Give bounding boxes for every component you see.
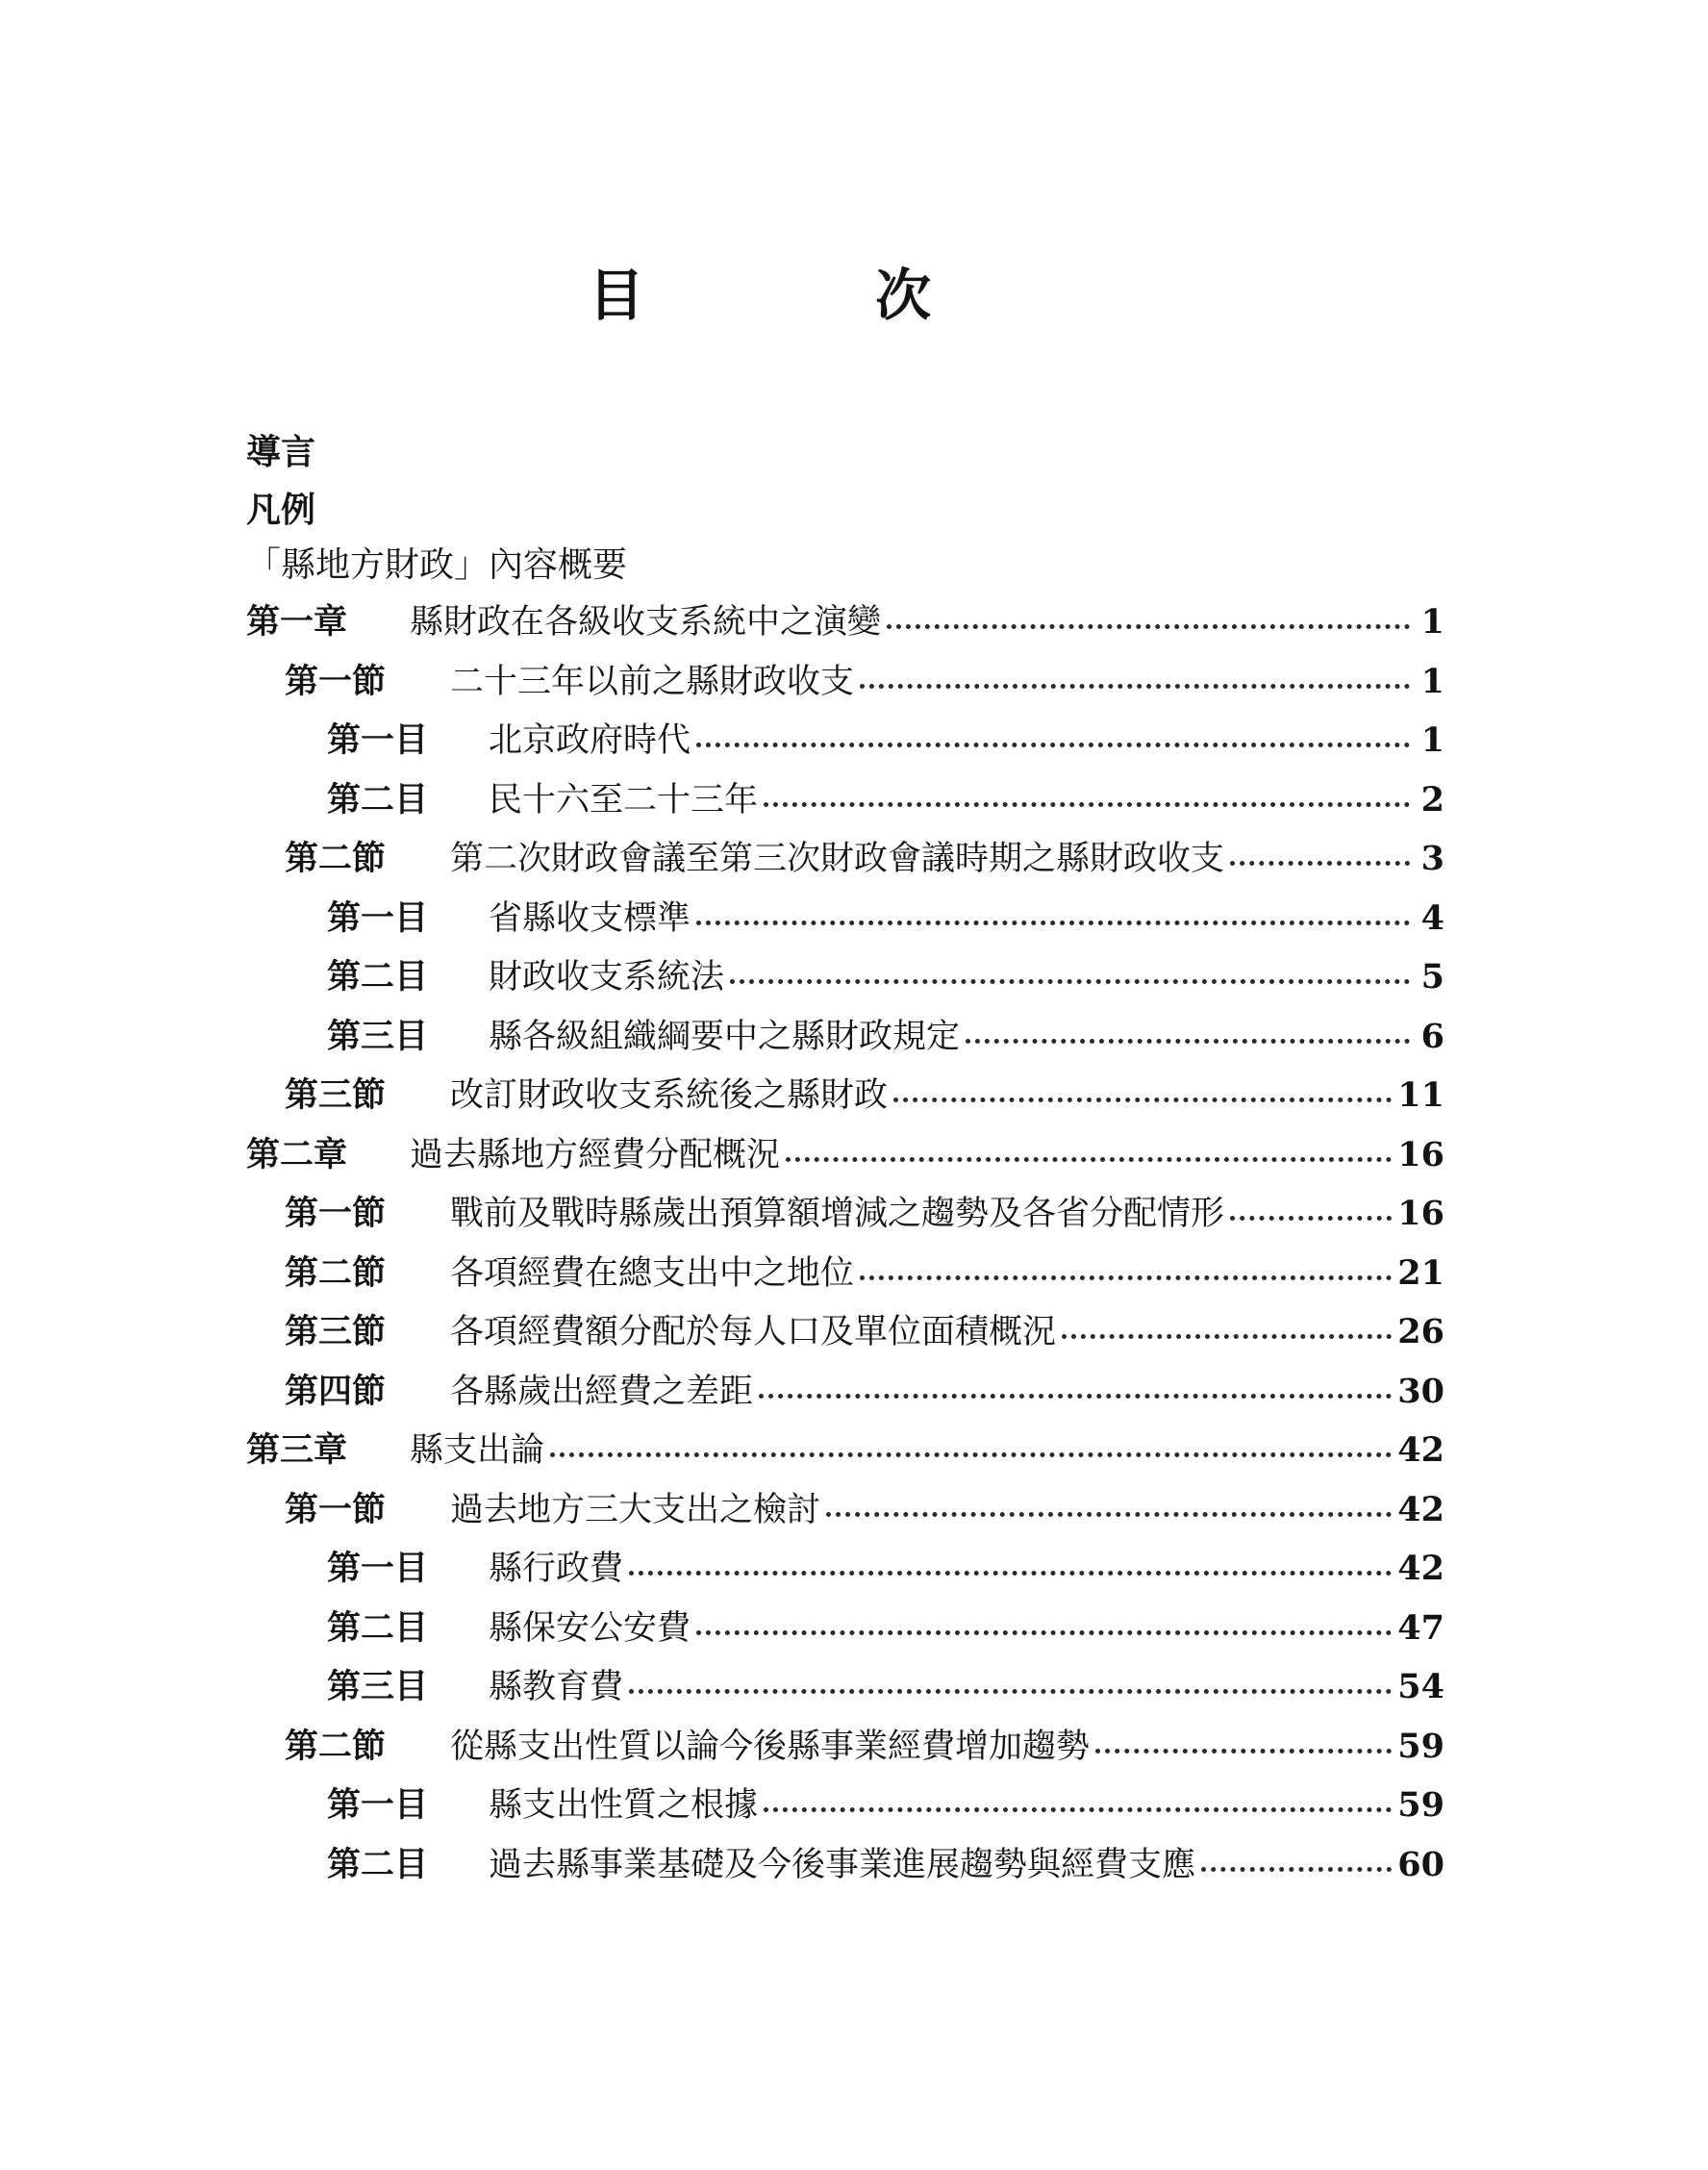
toc-entry-label: 第一目 [327, 1549, 429, 1588]
toc-entry-title: 從縣支出性質以論今後縣事業經費增加趨勢 [450, 1728, 1091, 1766]
toc-entry-title: 縣保安公安費 [489, 1609, 691, 1648]
toc-dot-leader [730, 979, 1410, 984]
toc-entry [246, 598, 1444, 646]
toc-entry-page-number: 59 [1397, 1785, 1444, 1825]
toc-entry [246, 1426, 1444, 1475]
toc-dot-leader [1201, 1867, 1392, 1872]
toc-entry-page-number: 3 [1420, 839, 1444, 878]
toc-entry-label: 第一節 [285, 662, 387, 701]
toc-entry-title: 縣財政在各級收支系統中之演變 [410, 603, 882, 642]
toc-entry [285, 1190, 1444, 1238]
toc-entry [327, 717, 1444, 765]
toc-entry-label: 第一目 [327, 898, 429, 938]
toc-dot-leader [1062, 1334, 1392, 1339]
toc-entry-page-number: 5 [1420, 957, 1444, 997]
toc-entry-page-number: 30 [1397, 1372, 1444, 1411]
toc-entry-title: 各縣歲出經費之差距 [450, 1373, 754, 1411]
toc-dot-leader [860, 1275, 1392, 1280]
toc-entry-page-number: 59 [1397, 1727, 1444, 1766]
toc-entry-title: 戰前及戰時縣歲出預算額增減之趨勢及各省分配情形 [450, 1195, 1225, 1233]
toc-entry-title: 過去縣事業基礎及今後事業進展趨勢與經費支應 [489, 1846, 1196, 1884]
toc-entry-label: 第一節 [285, 1194, 387, 1233]
toc-entry-label: 第二章 [246, 1135, 348, 1174]
toc-dot-leader [1095, 1749, 1392, 1754]
toc-entry-page-number: 60 [1397, 1845, 1444, 1884]
toc-entry-label: 第四節 [285, 1372, 387, 1411]
toc-entry-label: 第三節 [285, 1075, 387, 1115]
toc-entry-page-number: 6 [1420, 1017, 1444, 1056]
toc-entry-label: 第二節 [285, 1253, 387, 1293]
toc-entry [285, 1072, 1444, 1120]
toc-entry-title: 省縣收支標準 [489, 899, 691, 938]
toc-entry-title: 二十三年以前之縣財政收支 [450, 663, 855, 701]
toc-entry-page-number: 1 [1420, 720, 1444, 760]
toc-entry-label: 第三目 [327, 1667, 429, 1706]
toc-dot-leader [860, 684, 1410, 689]
toc-entry-page-number: 1 [1420, 602, 1444, 642]
toc-entry [246, 1131, 1444, 1179]
toc-entry [327, 776, 1444, 824]
toc-dot-leader [629, 1689, 1392, 1694]
toc-dot-leader [826, 1512, 1392, 1517]
toc-dot-leader [966, 1039, 1410, 1044]
toc-entry-page-number: 21 [1397, 1253, 1444, 1293]
toc-entry [327, 1663, 1444, 1711]
toc-entry-title: 改訂財政收支系統後之縣財政 [450, 1076, 889, 1115]
toc-entry-label: 第三章 [246, 1430, 348, 1470]
toc-entry-page-number: 47 [1397, 1608, 1444, 1648]
toc-dot-leader [887, 624, 1410, 629]
toc-entry [327, 1781, 1444, 1829]
toc-entry-label: 第一節 [285, 1490, 387, 1529]
toc-entry-page-number: 42 [1397, 1549, 1444, 1588]
toc-entry-label: 第二節 [285, 839, 387, 878]
toc-entry-label: 第二節 [285, 1727, 387, 1766]
toc-entry-title: 各項經費在總支出中之地位 [450, 1254, 855, 1293]
toc-entry-page-number: 26 [1397, 1312, 1444, 1351]
toc-entry-label: 第一目 [327, 720, 429, 760]
toc-entry-label: 第一章 [246, 602, 348, 642]
toc-entry-page-number: 2 [1420, 780, 1444, 820]
toc-entry [327, 1604, 1444, 1653]
toc-entry-label: 第二目 [327, 1608, 429, 1648]
toc-dot-leader [550, 1452, 1392, 1457]
toc-entry-page-number: 42 [1397, 1490, 1444, 1529]
toc-entry [285, 1486, 1444, 1534]
toc-dot-leader [893, 1098, 1392, 1102]
toc-entry [327, 1013, 1444, 1061]
toc-entry-title: 縣支出論 [410, 1431, 545, 1470]
toc-entry-page-number: 42 [1397, 1430, 1444, 1470]
toc-entry [285, 1368, 1444, 1416]
toc-entry [327, 953, 1444, 1001]
toc-entry-title: 第二次財政會議至第三次財政會議時期之縣財政收支 [450, 840, 1225, 878]
toc-entry-label: 第二目 [327, 780, 429, 820]
toc-entry-label: 第一目 [327, 1785, 429, 1825]
toc-entry [327, 1841, 1444, 1889]
toc-entry-title: 過去地方三大支出之檢討 [450, 1491, 821, 1529]
toc-entry-title: 縣支出性質之根據 [489, 1786, 759, 1825]
toc-entry-title: 縣行政費 [489, 1550, 624, 1588]
toc-entry-label: 第二目 [327, 1845, 429, 1884]
toc-dot-leader [1230, 861, 1410, 866]
toc-dot-leader [759, 1394, 1392, 1399]
toc-entry-page-number: 4 [1420, 898, 1444, 938]
toc-entry [285, 1308, 1444, 1356]
toc-dot-leader [764, 1807, 1392, 1812]
toc-entry-page-number: 1 [1420, 662, 1444, 701]
toc-entry-page-number: 16 [1397, 1194, 1444, 1233]
page-title: 目 次 [588, 263, 1038, 328]
toc-entry-page-number: 11 [1397, 1075, 1444, 1115]
toc-dot-leader [696, 921, 1410, 925]
toc-entry-label: 第三目 [327, 1017, 429, 1056]
toc-entry-label: 第二目 [327, 957, 429, 997]
toc-entry [327, 895, 1444, 943]
toc-entry-title: 北京政府時代 [489, 721, 691, 760]
toc-dot-leader [1230, 1216, 1392, 1221]
toc-entry-page-number: 16 [1397, 1135, 1444, 1174]
toc-entry-title: 各項經費額分配於每人口及單位面積概況 [450, 1313, 1057, 1351]
toc-entry-page-number: 54 [1397, 1667, 1444, 1706]
toc-entry-title: 財政收支系統法 [489, 958, 725, 997]
front-matter-summary: 「縣地方財政」內容概要 [246, 545, 628, 585]
toc-entry-label: 第三節 [285, 1312, 387, 1351]
toc-entry [285, 1723, 1444, 1771]
toc-entry [285, 1249, 1444, 1298]
front-matter-introduction: 導言 [246, 432, 316, 472]
toc-entry-title: 縣教育費 [489, 1668, 624, 1706]
toc-entry [285, 835, 1444, 883]
toc-entry-title: 縣各級組織綱要中之縣財政規定 [489, 1018, 961, 1056]
toc-dot-leader [786, 1157, 1392, 1162]
toc-entry-title: 過去縣地方經費分配概況 [410, 1136, 781, 1174]
toc-dot-leader [696, 743, 1410, 747]
toc-entry [327, 1545, 1444, 1593]
toc-dot-leader [629, 1571, 1392, 1576]
toc-entry [285, 658, 1444, 706]
toc-dot-leader [696, 1630, 1392, 1635]
toc-entry-title: 民十六至二十三年 [489, 781, 759, 820]
toc-dot-leader [764, 802, 1410, 807]
front-matter-conventions: 凡例 [246, 490, 316, 530]
